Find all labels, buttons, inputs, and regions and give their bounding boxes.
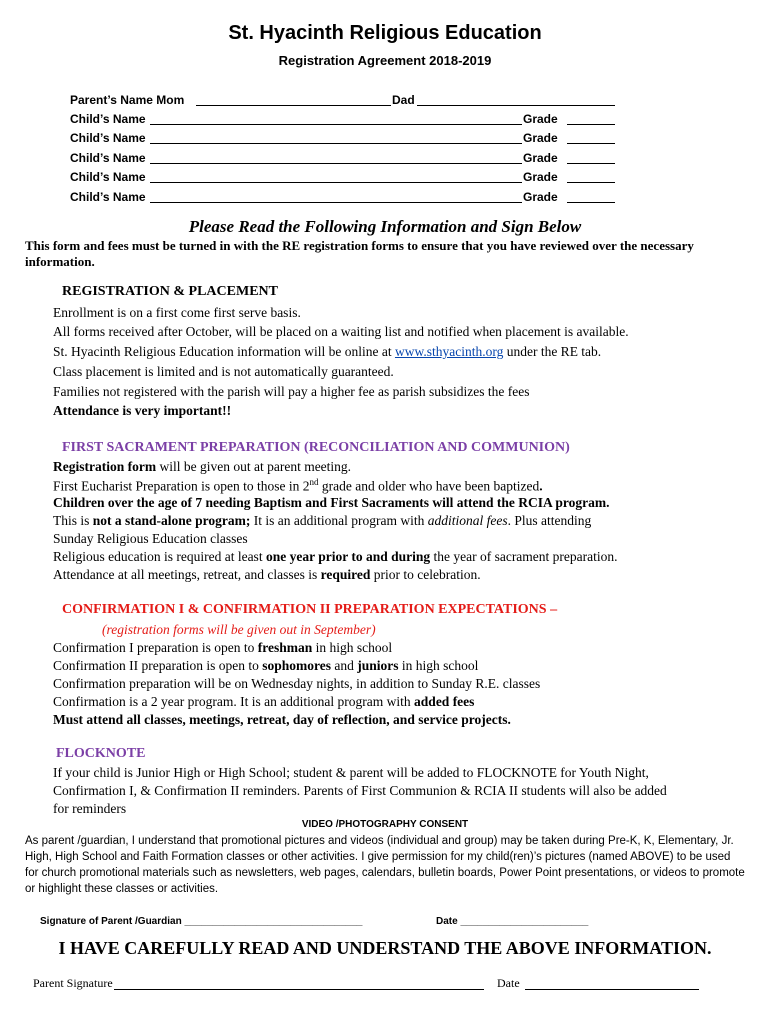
confirmation-line: Confirmation preparation will be on Wednesday nights, in addition to Sunday R.E. classes xyxy=(53,676,541,691)
sacrament-text: the year of sacrament preparation. xyxy=(430,549,618,564)
grade-field[interactable] xyxy=(567,143,615,144)
grade-label: Grade xyxy=(523,170,558,184)
acknowledgement-statement: I HAVE CAREFULLY READ AND UNDERSTAND THE ABOVE INFORMATION. xyxy=(58,938,712,958)
sacrament-text: will be given out at parent meeting. xyxy=(156,459,352,474)
child-name-field[interactable] xyxy=(150,202,522,203)
confirmation-text: sophomores xyxy=(262,658,331,673)
sacrament-text: nd xyxy=(309,477,319,487)
sacrament-text: grade and older who have been baptized xyxy=(318,478,540,494)
sacrament-text: required xyxy=(320,567,371,582)
confirmation-heading: CONFIRMATION I & CONFIRMATION II PREPARATION EXPECTATIONS – xyxy=(62,602,558,617)
child-name-label: Child’s Name xyxy=(70,190,146,204)
registration-heading: REGISTRATION & PLACEMENT xyxy=(62,284,278,299)
grade-field[interactable] xyxy=(567,163,615,164)
child-name-field[interactable] xyxy=(150,163,522,164)
confirmation-text: Confirmation II preparation is open to xyxy=(53,658,263,673)
child-name-field[interactable] xyxy=(150,182,522,183)
parent-signature-label: Parent Signature xyxy=(33,976,113,990)
registration-line xyxy=(53,344,601,360)
grade-label: Grade xyxy=(523,151,558,165)
registration-line: Families not registered with the parish will pay a higher fee as parish subsidizes the fees xyxy=(53,384,530,399)
child-name-label: Child’s Name xyxy=(70,112,146,126)
confirmation-text: in high school xyxy=(398,658,479,673)
dad-name-field[interactable] xyxy=(417,105,615,106)
confirmation-line: Must attend all classes, meetings, retreat, day of reflection, and service projects. xyxy=(53,712,511,727)
sacrament-heading: FIRST SACRAMENT PREPARATION (RECONCILIATION AND COMMUNION) xyxy=(62,440,570,455)
grade-label: Grade xyxy=(523,131,558,145)
sacrament-text: Registration form xyxy=(53,459,157,474)
confirmation-line xyxy=(53,658,478,674)
child-name-field[interactable] xyxy=(150,143,522,144)
guardian-date-field[interactable]: Date _______________________ xyxy=(436,916,589,927)
sacrament-text: prior to celebration. xyxy=(370,567,481,582)
page-title: St. Hyacinth Religious Education xyxy=(228,22,542,44)
confirmation-text: added fees xyxy=(414,694,475,709)
flocknote-heading: FLOCKNOTE xyxy=(56,746,146,761)
sacrament-line xyxy=(53,459,351,475)
confirmation-text: juniors xyxy=(357,658,399,673)
sacrament-line xyxy=(53,567,481,583)
instructions-heading: Please Read the Following Information and Sign Below xyxy=(188,217,582,236)
child-name-field[interactable] xyxy=(150,124,522,125)
sacrament-text: This is xyxy=(53,513,93,528)
registration-line: All forms received after October, will be placed on a waiting list and notified when placement is available. xyxy=(53,324,629,339)
sacrament-text: . Plus attending xyxy=(507,513,592,528)
website-link[interactable]: www.sthyacinth.org xyxy=(394,344,504,359)
consent-heading: VIDEO /PHOTOGRAPHY CONSENT xyxy=(301,819,469,830)
guardian-signature-field[interactable]: Signature of Parent /Guardian ________________________________ xyxy=(40,916,363,927)
sacrament-line xyxy=(53,477,543,495)
grade-field[interactable] xyxy=(567,182,615,183)
confirmation-line xyxy=(53,640,392,656)
parent-name-label: Parent’s Name Mom xyxy=(70,93,185,107)
instructions-intro: This form and fees must be turned in with the RE registration forms to ensure that you have reviewed over the necessary information. xyxy=(25,238,694,269)
grade-label: Grade xyxy=(523,190,558,204)
grade-field[interactable] xyxy=(567,124,615,125)
sacrament-line: Children over the age of 7 needing Baptism and First Sacraments will attend the RCIA program. xyxy=(53,495,610,510)
flocknote-line: Confirmation I, & Confirmation II reminders. Parents of First Communion & RCIA II students will also be added xyxy=(53,783,667,798)
parent-signature-field[interactable] xyxy=(114,989,484,990)
registration-line: Enrollment is on a first come first serve basis. xyxy=(53,305,301,320)
registration-line: Class placement is limited and is not automatically guaranteed. xyxy=(53,364,394,379)
confirmation-text: and xyxy=(330,658,358,673)
sacrament-text: not a stand-alone program; xyxy=(92,513,251,528)
sacrament-text: . xyxy=(539,478,543,494)
signature-date-field[interactable] xyxy=(525,989,699,990)
confirmation-text: in high school xyxy=(312,640,393,655)
page-subtitle: Registration Agreement 2018-2019 xyxy=(278,53,492,68)
grade-field[interactable] xyxy=(567,202,615,203)
dad-label: Dad xyxy=(392,93,415,107)
flocknote-line: If your child is Junior High or High School; student & parent will be added to FLOCKNOTE for Youth Night, xyxy=(53,765,649,780)
confirmation-text: Confirmation is a 2 year program. It is an additional program with xyxy=(53,694,415,709)
registration-text: under the RE tab. xyxy=(503,344,602,359)
signature-date-label: Date xyxy=(497,976,520,990)
grade-label: Grade xyxy=(523,112,558,126)
confirmation-line xyxy=(53,694,474,710)
sacrament-text: one year prior to and during xyxy=(265,549,431,564)
sacrament-text: Religious education is required at least xyxy=(53,549,266,564)
sacrament-text: Attendance at all meetings, retreat, and classes is xyxy=(53,567,321,582)
confirmation-text: freshman xyxy=(257,640,313,655)
sacrament-text: It is an additional program with xyxy=(250,513,428,528)
registration-text: St. Hyacinth Religious Education information will be online at xyxy=(53,344,395,359)
registration-line: Attendance is very important!! xyxy=(53,403,232,418)
mom-name-field[interactable] xyxy=(196,105,391,106)
confirmation-text: Confirmation I preparation is open to xyxy=(53,640,258,655)
child-name-label: Child’s Name xyxy=(70,131,146,145)
sacrament-line xyxy=(53,549,618,565)
sacrament-line: Sunday Religious Education classes xyxy=(53,531,248,546)
sacrament-text: additional fees xyxy=(427,513,508,528)
sacrament-text: First Eucharist Preparation is open to those in 2 xyxy=(53,478,310,494)
child-name-label: Child’s Name xyxy=(70,170,146,184)
consent-text: As parent /guardian, I understand that promotional pictures and videos (individual and group) may be taken during Pre-K, K, Elementary, Jr. High, High School and Faith Formation classes or other activities. I give permission for my child(ren)’s pictures (named ABOVE) to be used for church promotional materials such as newsletters, web pages, calendars, bulletin boards, Power Point presentations, or videos to promote or highlight these classes or activities. xyxy=(25,835,745,895)
confirmation-note: (registration forms will be given out in September) xyxy=(102,622,376,637)
child-name-label: Child’s Name xyxy=(70,151,146,165)
sacrament-line xyxy=(53,513,591,529)
flocknote-line: for reminders xyxy=(53,801,127,816)
